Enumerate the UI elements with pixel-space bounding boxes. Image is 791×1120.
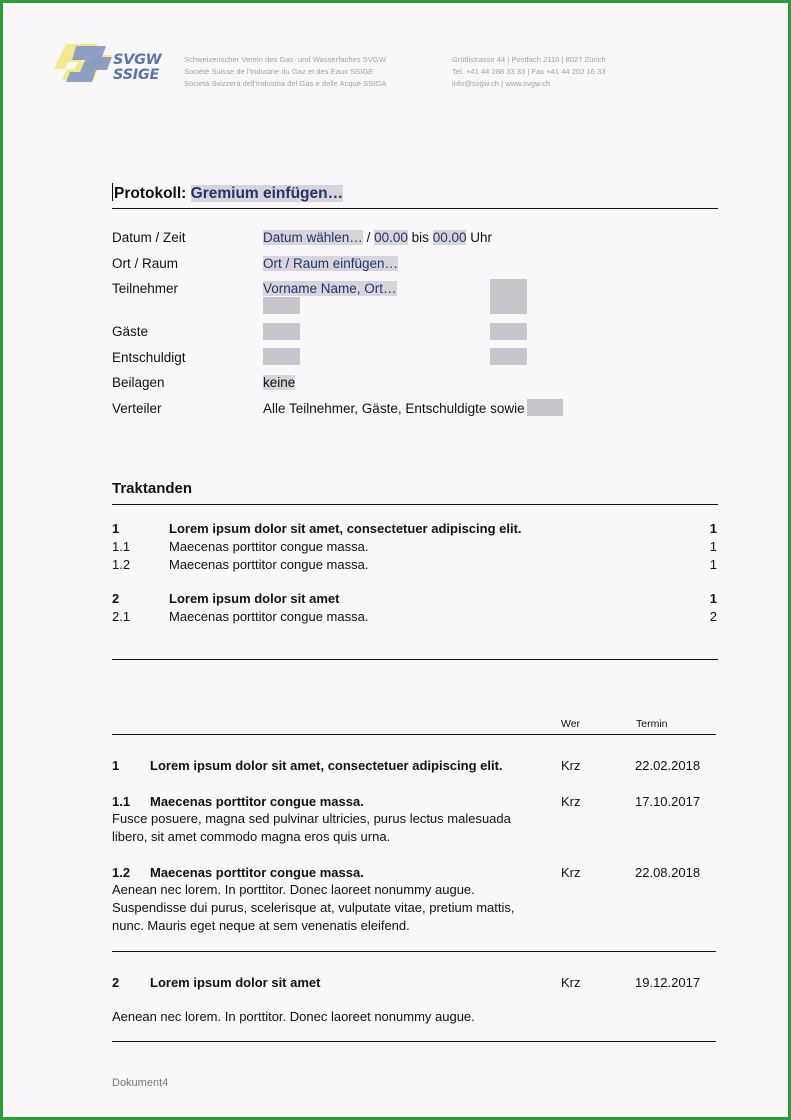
action-who: Krz [561, 794, 581, 809]
beilagen-field[interactable]: keine [263, 375, 296, 390]
action-title: Lorem ipsum dolor sit amet, consectetuer adipiscing elit. [150, 758, 503, 773]
action-body: Aenean nec lorem. In porttitor. Donec laoreet nonummy augue. [112, 1009, 475, 1024]
text-cursor [112, 183, 113, 201]
beilagen-label: Beilagen [112, 375, 165, 390]
logo-text-line2: SSIGE [113, 67, 160, 83]
protocol-prefix: Protokoll: [114, 185, 187, 202]
ort-row [263, 256, 398, 271]
datum-field[interactable]: Datum wählen… [263, 230, 363, 245]
gaeste-field[interactable] [263, 323, 300, 340]
entschuldigt-label: Entschuldigt [112, 350, 186, 365]
contact-line: info@svgw.ch | www.svgw.ch [452, 79, 551, 88]
action-date: 17.10.2017 [635, 794, 701, 809]
ort-label: Ort / Raum [112, 256, 179, 271]
action-body: Fusce posuere, magna sed pulvinar ultricies, purus lectus malesuada libero, sit amet commodo magna eros quis urna. [112, 811, 511, 844]
bis-text: bis [411, 230, 429, 245]
footer-doc-name: Dokument4 [112, 1077, 169, 1089]
toc-page: 2 [709, 609, 717, 624]
toc-text: Maecenas porttitor congue massa. [169, 557, 369, 572]
datum-row [263, 230, 492, 245]
action-num: 1.1 [112, 794, 131, 809]
toc-num: 1.1 [112, 539, 131, 554]
action-num: 2 [112, 975, 120, 990]
toc-page: 1 [709, 591, 717, 606]
org-address-block [184, 54, 386, 90]
action-title: Lorem ipsum dolor sit amet [150, 975, 321, 990]
toc-text: Maecenas porttitor congue massa. [169, 539, 369, 554]
org-line: Società Svizzera dell'Industria del Gas e delle Acque SSIGA [184, 79, 387, 88]
actions-header-divider [112, 734, 716, 735]
logo-text-line1: SVGW [113, 52, 162, 68]
toc-text: Maecenas porttitor congue massa. [169, 609, 369, 624]
action-who: Krz [561, 758, 581, 773]
col-header-termin: Termin [636, 718, 668, 730]
protocol-title [112, 183, 343, 203]
action-num: 1 [112, 758, 120, 773]
gaeste-col2-field[interactable] [490, 323, 527, 340]
toc-num: 2 [112, 591, 120, 606]
toc-text: Lorem ipsum dolor sit amet [169, 591, 340, 606]
toc-num: 1.2 [112, 557, 131, 572]
toc-num: 2.1 [112, 609, 131, 624]
traktanden-heading: Traktanden [112, 480, 193, 497]
beilagen-row [263, 375, 295, 390]
uhr-text: Uhr [470, 230, 493, 245]
action-date: 22.08.2018 [635, 865, 701, 880]
title-divider [112, 208, 718, 209]
action-date: 19.12.2017 [635, 975, 701, 990]
action-who: Krz [561, 865, 581, 880]
org-line: Société Suisse de l'Industrie du Gaz et des Eaux SSIGE [184, 67, 374, 76]
verteiler-label: Verteiler [112, 401, 162, 416]
traktanden-divider [112, 504, 718, 505]
gremium-field[interactable]: Gremium einfügen… [190, 185, 344, 202]
toc-page: 1 [709, 521, 717, 536]
action-body: Aenean nec lorem. In porttitor. Donec laoreet nonummy augue. Suspendisse dui purus, scelerisque at, vulputate vitae, pretium mattis, nunc. Mauris eget neque at sem venenatis eleifend. [112, 882, 515, 933]
actions-end-divider [112, 1041, 716, 1042]
ort-field[interactable]: Ort / Raum einfügen… [263, 256, 399, 271]
contact-line: Grütlistrasse 44 | Postfach 2110 | 8027 Zürich [452, 55, 606, 64]
teilnehmer-label: Teilnehmer [112, 281, 179, 296]
action-who: Krz [561, 975, 581, 990]
verteiler-extra-field[interactable] [527, 399, 563, 416]
toc-end-divider [112, 659, 718, 660]
action-date: 22.02.2018 [635, 758, 701, 773]
teilnehmer-extra-field[interactable] [263, 297, 300, 314]
datum-separator: / [366, 230, 371, 245]
time-to-field[interactable]: 00.00 [432, 230, 467, 245]
entschuldigt-col2-field[interactable] [490, 348, 527, 365]
teilnehmer-row [263, 281, 397, 296]
action-title: Maecenas porttitor congue massa. [150, 865, 364, 880]
verteiler-value: Alle Teilnehmer, Gäste, Entschuldigte sowie [263, 401, 525, 416]
contact-line: Tel. +41 44 288 33 33 | Fax +41 44 202 16 33 [452, 67, 606, 76]
toc-num: 1 [112, 521, 120, 536]
datum-label: Datum / Zeit [112, 230, 186, 245]
teilnehmer-col2-field[interactable] [490, 279, 527, 314]
toc-text: Lorem ipsum dolor sit amet, consectetuer adipiscing elit. [169, 521, 522, 536]
toc-page: 1 [709, 557, 717, 572]
logo-wordmark [113, 53, 161, 83]
org-line: Schweizerischer Verein des Gas- und Wasserfaches SVGW [184, 55, 386, 64]
teilnehmer-field[interactable]: Vorname Name, Ort… [263, 281, 397, 296]
toc-page: 1 [709, 539, 717, 554]
entschuldigt-field[interactable] [263, 348, 300, 365]
actions-divider [112, 951, 716, 952]
contact-block [452, 54, 606, 90]
time-from-field[interactable]: 00.00 [374, 230, 408, 245]
action-num: 1.2 [112, 865, 131, 880]
action-title: Maecenas porttitor congue massa. [150, 794, 364, 809]
gaeste-label: Gäste [112, 324, 149, 339]
col-header-wer: Wer [561, 718, 581, 730]
